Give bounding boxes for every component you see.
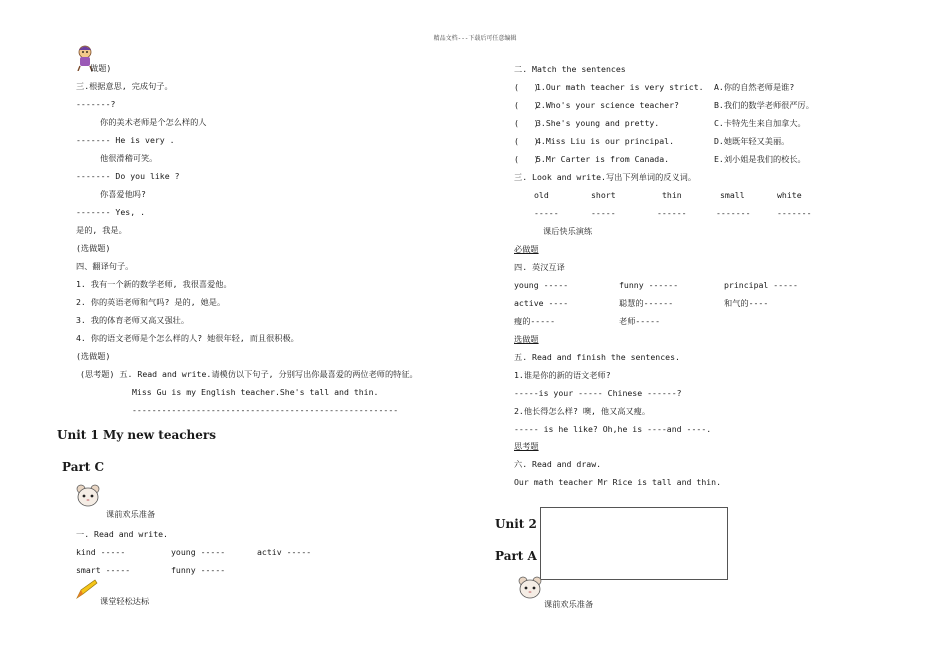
- section-heading: 一. Read and write.: [76, 529, 168, 539]
- draw-instruction: Our math teacher Mr Rice is tall and thin.: [514, 477, 722, 487]
- answer-blank: -----: [591, 208, 616, 218]
- word-item: smart -----: [76, 565, 131, 575]
- answer-blank: ------: [657, 208, 687, 218]
- word-item: funny -----: [171, 565, 226, 575]
- section-heading: 六. Read and draw.: [514, 459, 602, 469]
- translate-item: 3. 我的体育老师又高又强壮。: [76, 315, 190, 325]
- answer-line: ----- is he like? Oh,he is ----and ----.: [514, 424, 712, 434]
- blank-line: -------?: [76, 99, 116, 109]
- section-heading: 三. Look and write.写出下列单词的反义词。: [514, 172, 697, 182]
- hamster-icon: [517, 576, 543, 604]
- hint-line: 你的美术老师是个怎么样的人: [100, 117, 207, 127]
- optional-label: (选做题): [76, 243, 111, 253]
- match-sentence: 1.Our math teacher is very strict.: [536, 82, 704, 92]
- match-sentence: 5.Mr Carter is from Canada.: [536, 154, 670, 164]
- word-item: 聪慧的------: [619, 298, 674, 308]
- word-item: activ -----: [257, 547, 312, 557]
- optional-label: 选做题: [514, 334, 539, 344]
- word-item: thin: [662, 190, 682, 200]
- section-heading: 三.根据意思, 完成句子。: [76, 81, 173, 91]
- part-title: Part C: [62, 460, 105, 474]
- must-do-label: 必做题: [514, 244, 539, 254]
- answer-blank: -------: [777, 208, 812, 218]
- section-heading: 五. Read and finish the sentences.: [514, 352, 680, 362]
- word-item: funny ------: [619, 280, 679, 290]
- match-paren: ( ): [514, 82, 539, 92]
- hint-line: 是的, 我是。: [76, 225, 127, 235]
- word-item: 老师-----: [619, 316, 661, 326]
- answer-line: ------------------------------------------------------: [132, 405, 399, 415]
- pencil-icon: [75, 578, 99, 604]
- word-item: small: [720, 190, 745, 200]
- word-item: 和气的----: [724, 298, 769, 308]
- answer-line: -----is your ----- Chinese ------?: [514, 388, 682, 398]
- match-answer: C.卡特先生来自加拿大。: [714, 118, 806, 128]
- example-sentence: Miss Gu is my English teacher.She's tall and thin.: [132, 387, 379, 397]
- hamster-icon: [75, 484, 101, 512]
- word-item: 瘦的-----: [514, 316, 556, 326]
- match-answer: D.她既年轻又美丽。: [714, 136, 790, 146]
- answer-blank: -------: [716, 208, 751, 218]
- question-line: 1.谁是你的新的语文老师?: [514, 370, 611, 380]
- question-line: 2.他长得怎么样? 噢, 他又高又瘦。: [514, 406, 651, 416]
- word-item: young -----: [171, 547, 226, 557]
- match-answer: E.刘小姐是我们的校长。: [714, 154, 806, 164]
- pre-class-label: 课前欢乐准备: [106, 509, 156, 519]
- partA-title: Part A: [495, 549, 537, 563]
- pre-class-label: 课前欢乐准备: [544, 599, 594, 609]
- word-item: active ----: [514, 298, 569, 308]
- translate-item: 1. 我有一个新的数学老师, 我很喜爱他。: [76, 279, 232, 289]
- unit2-title: Unit 2: [495, 517, 537, 531]
- word-item: short: [591, 190, 616, 200]
- class-test-label: 课堂轻松达标: [100, 596, 150, 606]
- left-line-1: 做题): [90, 63, 112, 73]
- match-paren: ( ): [514, 100, 539, 110]
- hint-line: 他很滑稽可笑。: [100, 153, 158, 163]
- section-heading: 四. 英汉互译: [514, 262, 565, 272]
- word-item: young -----: [514, 280, 569, 290]
- section-heading: 二. Match the sentences: [514, 64, 626, 74]
- word-item: white: [777, 190, 802, 200]
- unit-title: Unit 1 My new teachers: [57, 428, 216, 442]
- drawing-box: [540, 507, 728, 580]
- page-header: 精品文档---下载后可任意编辑: [433, 35, 517, 42]
- answer-blank: -----: [534, 208, 559, 218]
- match-answer: B.我们的数学老师很严厉。: [714, 100, 814, 110]
- match-paren: ( ): [514, 136, 539, 146]
- section-heading: (思考题) 五. Read and write.请模仿以下句子, 分别写出你最喜爱的两位老师的特征。: [80, 369, 418, 379]
- match-sentence: 2.Who's your science teacher?: [536, 100, 679, 110]
- hint-line: 你喜爱他吗?: [100, 189, 146, 199]
- translate-item: 4. 你的语文老师是个怎么样的人? 她很年轻, 而且很积极。: [76, 333, 299, 343]
- match-paren: ( ): [514, 118, 539, 128]
- after-class-label: 课后快乐演练: [543, 226, 593, 236]
- translate-item: 2. 你的英语老师和气吗? 是的, 她是。: [76, 297, 226, 307]
- word-item: principal -----: [724, 280, 798, 290]
- match-sentence: 3.She's young and pretty.: [536, 118, 660, 128]
- section-heading: 四、翻译句子。: [76, 261, 134, 271]
- blank-line: ------- He is very .: [76, 135, 175, 145]
- match-paren: ( ): [514, 154, 539, 164]
- blank-line: ------- Do you like ?: [76, 171, 180, 181]
- word-item: kind -----: [76, 547, 126, 557]
- word-item: old: [534, 190, 549, 200]
- match-answer: A.你的自然老师是谁?: [714, 82, 795, 92]
- thinking-label: 思考题: [514, 441, 539, 451]
- optional-label: (选做题): [76, 351, 111, 361]
- blank-line: ------- Yes, .: [76, 207, 146, 217]
- match-sentence: 4.Miss Liu is our principal.: [536, 136, 675, 146]
